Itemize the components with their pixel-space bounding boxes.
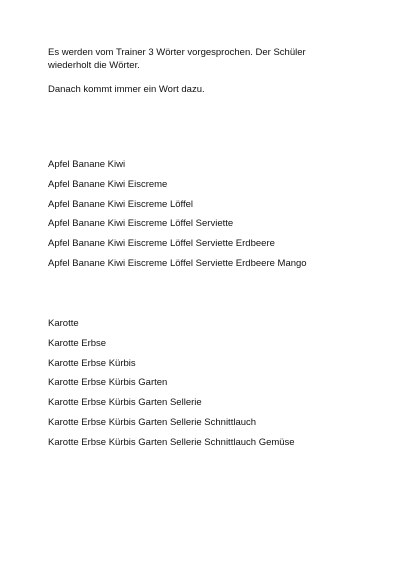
vegetable-word-list bbox=[48, 317, 295, 456]
intro-paragraph-2: Danach kommt immer ein Wort dazu. bbox=[48, 84, 205, 95]
intro-paragraph: Es werden vom Trainer 3 Wörter vorgesprochen. Der Schüler wiederholt die Wörter. bbox=[48, 47, 306, 71]
list-item: Karotte Erbse bbox=[48, 337, 107, 349]
list-item: Karotte bbox=[48, 318, 79, 329]
list-item: Apfel Banane Kiwi Eiscreme Löffel Serviette Erdbeere bbox=[48, 238, 275, 250]
list-item: Karotte Erbse Kürbis Garten bbox=[48, 377, 168, 389]
list-item: Apfel Banane Kiwi bbox=[48, 159, 126, 170]
list-item: Apfel Banane Kiwi Eiscreme Löffel Serviette bbox=[48, 218, 234, 230]
list-item: Karotte Erbse Kürbis Garten Sellerie Schnittlauch bbox=[48, 416, 257, 428]
list-item: Apfel Banane Kiwi Eiscreme bbox=[48, 178, 168, 190]
fruit-word-list bbox=[48, 158, 307, 277]
list-item: Karotte Erbse Kürbis bbox=[48, 357, 136, 369]
list-item: Apfel Banane Kiwi Eiscreme Löffel Serviette Erdbeere Mango bbox=[48, 257, 307, 269]
list-item: Apfel Banane Kiwi Eiscreme Löffel bbox=[48, 198, 194, 210]
list-item: Karotte Erbse Kürbis Garten Sellerie Schnittlauch Gemüse bbox=[48, 436, 295, 448]
list-item: Karotte Erbse Kürbis Garten Sellerie bbox=[48, 397, 202, 409]
